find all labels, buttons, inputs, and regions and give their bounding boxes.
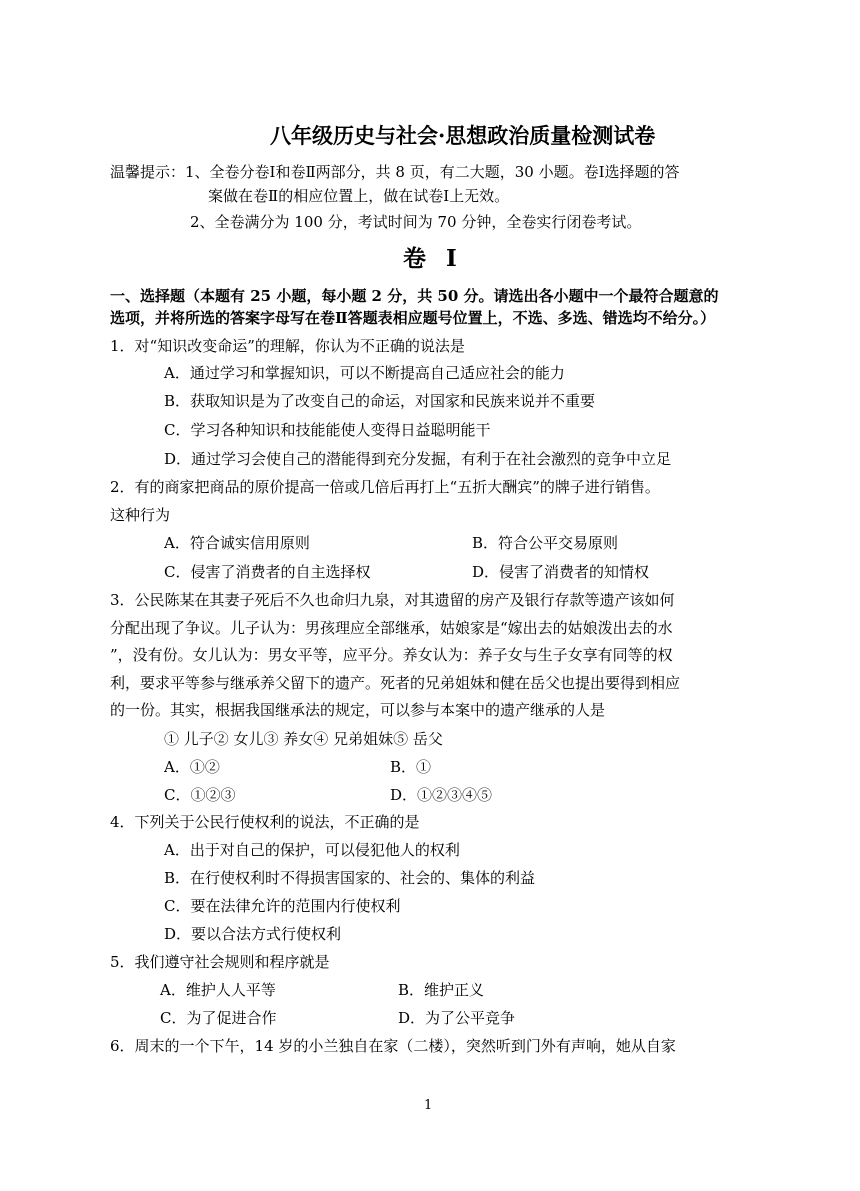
q3-items: ① 儿子② 女儿③ 养女④ 兄弟姐妹⑤ 岳父 — [164, 730, 443, 748]
section-heading-line-2: 选项，并将所选的答案字母写在卷Ⅱ答题表相应题号位置上，不选、多选、错选均不给分。） — [110, 309, 716, 327]
tips-line-2: 2、全卷满分为 100 分，考试时间为 70 分钟，全卷实行闭卷考试。 — [190, 213, 642, 231]
q4-option-c: C．要在法律允许的范围内行使权利 — [164, 897, 401, 915]
q3-option-c: C．①②③ — [164, 786, 236, 804]
page-title: 八年级历史与社会·思想政治质量检测试卷 — [270, 123, 656, 148]
q4-option-b: B．在行使权利时不得损害国家的、社会的、集体的利益 — [164, 869, 536, 887]
q3-option-d: D．①②③④⑤ — [390, 786, 493, 804]
q1-stem: 1．对“知识改变命运”的理解，你认为不正确的说法是 — [110, 337, 465, 355]
q2-option-c: C．侵害了消费者的自主选择权 — [164, 563, 371, 581]
q2-option-b: B．符合公平交易原则 — [472, 534, 619, 552]
q2-option-a: A．符合诚实信用原则 — [164, 534, 310, 552]
q3-option-a: A．①② — [164, 758, 220, 776]
q6-stem: 6．周末的一个下午，14 岁的小兰独自在家（二楼），突然听到门外有声响，她从自家 — [110, 1037, 676, 1055]
q3-stem-line-2: 分配出现了争议。儿子认为：男孩理应全部继承，姑娘家是“嫁出去的姑娘泼出去的水 — [110, 619, 673, 637]
q4-option-a: A．出于对自己的保护，可以侵犯他人的权利 — [164, 841, 460, 859]
q1-option-c: C．学习各种知识和技能能使人变得日益聪明能干 — [164, 421, 491, 439]
q5-option-d: D．为了公平竞争 — [398, 1009, 516, 1027]
q1-option-d: D．通过学习会使自己的潜能得到充分发掘，有利于在社会激烈的竞争中立足 — [164, 450, 672, 468]
q5-option-c: C．为了促进合作 — [160, 1009, 277, 1027]
q3-option-b: B．① — [390, 758, 432, 776]
q5-option-b: B．维护正义 — [398, 981, 485, 999]
q3-stem-line-5: 的一份。其实，根据我国继承法的规定，可以参与本案中的遗产继承的人是 — [110, 701, 606, 719]
q4-stem: 4．下列关于公民行使权利的说法，不正确的是 — [110, 813, 420, 831]
q3-stem-line-1: 3．公民陈某在其妻子死后不久也命归九泉，对其遗留的房产及银行存款等遗产该如何 — [110, 591, 675, 609]
tips-line-1b: 案做在卷Ⅱ的相应位置上，做在试卷Ⅰ上无效。 — [208, 187, 510, 205]
q2-stem-line-1: 2．有的商家把商品的原价提高一倍或几倍后再打上“五折大酬宾”的牌子进行销售。 — [110, 478, 660, 496]
tips-line-1: 温馨提示：1、全卷分卷Ⅰ和卷Ⅱ两部分，共 8 页，有二大题，30 小题。卷Ⅰ选择题的答 — [110, 163, 680, 181]
volume-title: 卷 Ⅰ — [403, 245, 463, 272]
q5-option-a: A．维护人人平等 — [160, 981, 276, 999]
page-number: 1 — [424, 1098, 433, 1113]
q4-option-d: D．要以合法方式行使权利 — [164, 925, 342, 943]
q1-option-a: A．通过学习和掌握知识，可以不断提高自己适应社会的能力 — [164, 364, 565, 382]
q3-stem-line-3: ”，没有份。女儿认为：男女平等，应平分。养女认为：养子女与生子女享有同等的权 — [110, 646, 673, 664]
q1-option-b: B．获取知识是为了改变自己的命运，对国家和民族来说并不重要 — [164, 392, 596, 410]
q3-stem-line-4: 利，要求平等参与继承养父留下的遗产。死者的兄弟姐妹和健在岳父也提出要得到相应 — [110, 674, 681, 692]
q2-option-d: D．侵害了消费者的知情权 — [472, 563, 650, 581]
section-heading-line-1: 一、选择题（本题有 25 小题，每小题 2 分，共 50 分。请选出各小题中一个最符合题意的 — [110, 287, 719, 305]
q2-stem-line-2: 这种行为 — [110, 506, 171, 524]
q5-stem: 5．我们遵守社会规则和程序就是 — [110, 953, 330, 971]
